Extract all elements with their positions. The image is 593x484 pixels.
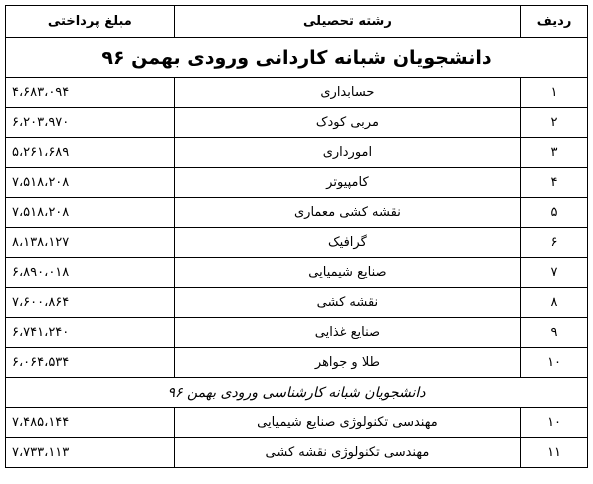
row-amount: ۷،۵۱۸،۲۰۸ xyxy=(6,168,175,198)
row-field: مهندسی تکنولوژی نقشه کشی xyxy=(174,438,520,468)
table-row xyxy=(6,228,588,258)
row-amount: ۷،۷۳۳،۱۱۳ xyxy=(6,438,175,468)
row-index: ۸ xyxy=(521,288,588,318)
table-row xyxy=(6,258,588,288)
row-field: حسابداری xyxy=(174,78,520,108)
header-index: ردیف xyxy=(521,6,588,38)
row-amount: ۶،۰۶۴،۵۳۴ xyxy=(6,348,175,378)
section-title-row xyxy=(6,38,588,78)
table-row xyxy=(6,408,588,438)
row-amount: ۷،۴۸۵،۱۴۴ xyxy=(6,408,175,438)
row-field: مهندسی تکنولوژی صنایع شیمیایی xyxy=(174,408,520,438)
row-field: نقشه کشی معماری xyxy=(174,198,520,228)
row-amount: ۵،۲۶۱،۶۸۹ xyxy=(6,138,175,168)
header-amount: مبلغ پرداختی xyxy=(6,6,175,38)
row-amount: ۷،۶۰۰،۸۶۴ xyxy=(6,288,175,318)
row-field: صنایع غذایی xyxy=(174,318,520,348)
row-index: ۷ xyxy=(521,258,588,288)
header-field: رشته تحصیلی xyxy=(174,6,520,38)
row-field: کامپیوتر xyxy=(174,168,520,198)
row-amount: ۶،۸۹۰،۰۱۸ xyxy=(6,258,175,288)
row-field: گرافیک xyxy=(174,228,520,258)
tuition-table xyxy=(5,5,588,468)
row-index: ۳ xyxy=(521,138,588,168)
row-index: ۶ xyxy=(521,228,588,258)
row-index: ۴ xyxy=(521,168,588,198)
row-index: ۱۰ xyxy=(521,348,588,378)
row-field: مربی کودک xyxy=(174,108,520,138)
row-field: طلا و جواهر xyxy=(174,348,520,378)
row-field: امورداری xyxy=(174,138,520,168)
section-title-row xyxy=(6,378,588,408)
row-index: ۲ xyxy=(521,108,588,138)
table-row xyxy=(6,108,588,138)
row-index: ۱۰ xyxy=(521,408,588,438)
row-amount: ۷،۵۱۸،۲۰۸ xyxy=(6,198,175,228)
section-title-bachelor: دانشجویان شبانه کارشناسی ورودی بهمن ۹۶ xyxy=(6,378,588,408)
row-amount: ۸،۱۳۸،۱۲۷ xyxy=(6,228,175,258)
row-amount: ۶،۷۴۱،۲۴۰ xyxy=(6,318,175,348)
row-amount: ۶،۲۰۳،۹۷۰ xyxy=(6,108,175,138)
table-body xyxy=(6,38,588,468)
row-field: نقشه کشی xyxy=(174,288,520,318)
header-row xyxy=(6,6,588,38)
row-index: ۱۱ xyxy=(521,438,588,468)
table-row xyxy=(6,168,588,198)
row-field: صنایع شیمیایی xyxy=(174,258,520,288)
row-index: ۱ xyxy=(521,78,588,108)
row-index: ۹ xyxy=(521,318,588,348)
table-row xyxy=(6,138,588,168)
table-row xyxy=(6,438,588,468)
table-row xyxy=(6,198,588,228)
row-amount: ۴،۶۸۳،۰۹۴ xyxy=(6,78,175,108)
row-index: ۵ xyxy=(521,198,588,228)
section-title-associate: دانشجویان شبانه کاردانی ورودی بهمن ۹۶ xyxy=(6,38,588,78)
table-row xyxy=(6,78,588,108)
table-row xyxy=(6,318,588,348)
table-row xyxy=(6,348,588,378)
table-row xyxy=(6,288,588,318)
